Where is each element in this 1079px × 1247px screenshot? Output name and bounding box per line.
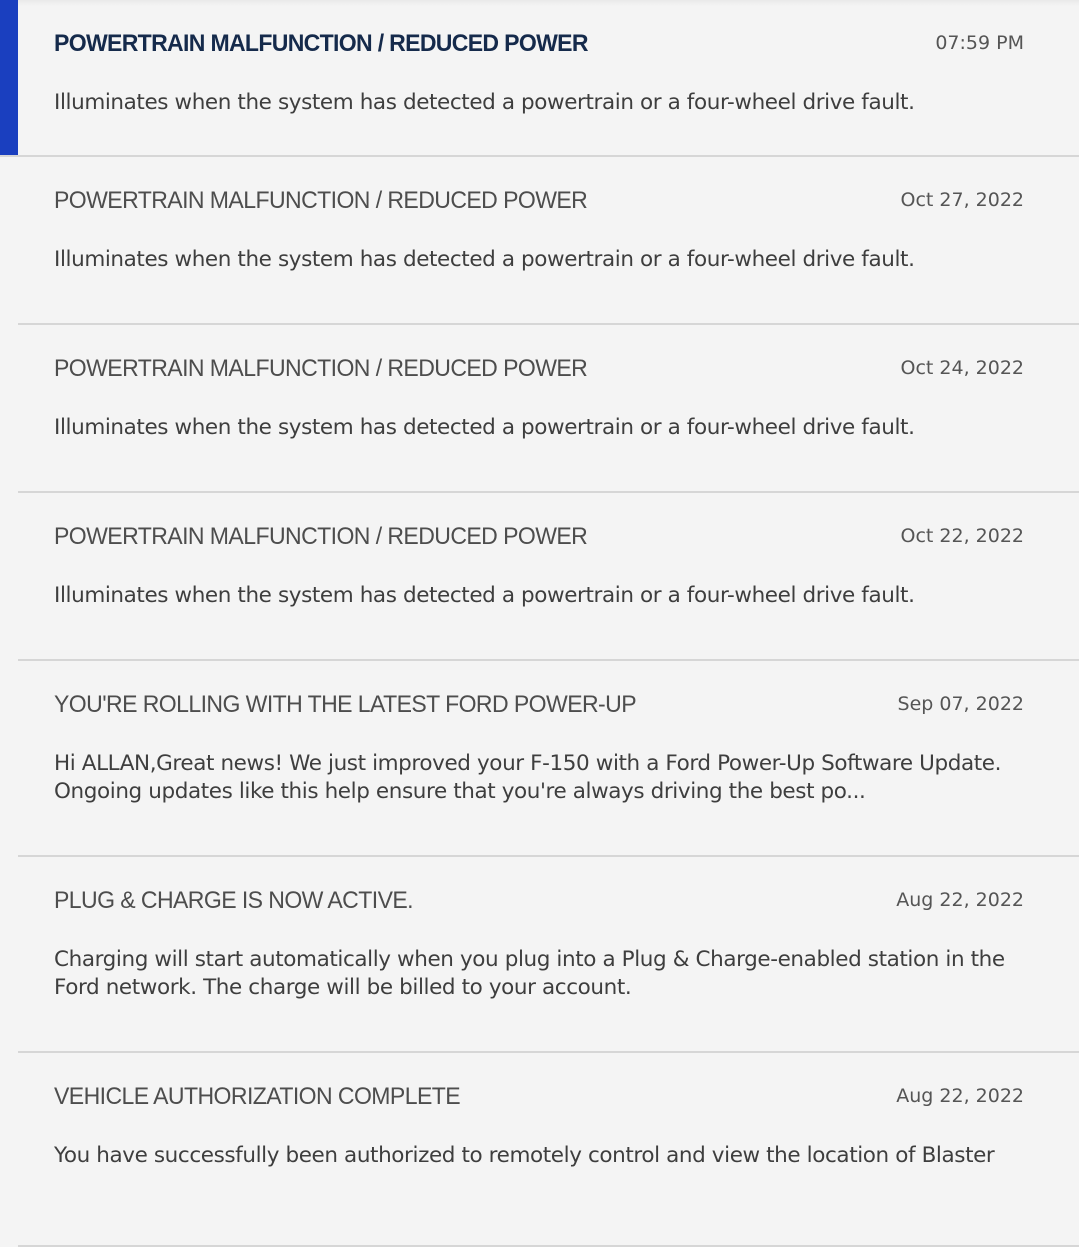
notification-time: Oct 24, 2022 xyxy=(900,357,1024,379)
notification-item[interactable] xyxy=(0,493,1079,661)
notification-time: Oct 22, 2022 xyxy=(900,525,1024,547)
notification-body: Hi ALLAN,Great news! We just improved your F-150 with a Ford Power-Up Software Update. Ongoing updates like this help ensure that you're always driving the best po... xyxy=(54,751,1002,804)
notification-time: 07:59 PM xyxy=(935,32,1024,54)
notification-item[interactable] xyxy=(0,157,1079,325)
notification-time: Sep 07, 2022 xyxy=(897,693,1024,715)
notification-body: Charging will start automatically when you plug into a Plug & Charge-enabled station in the Ford network. The charge will be billed to your account. xyxy=(54,947,1005,1000)
notification-time: Aug 22, 2022 xyxy=(896,1085,1024,1107)
notification-body: Illuminates when the system has detected a powertrain or a four-wheel drive fault. xyxy=(54,90,915,115)
notification-title: POWERTRAIN MALFUNCTION / REDUCED POWER xyxy=(54,355,588,382)
notification-title: POWERTRAIN MALFUNCTION / REDUCED POWER xyxy=(54,523,588,550)
notification-body: Illuminates when the system has detected a powertrain or a four-wheel drive fault. xyxy=(54,583,915,608)
notification-body: Illuminates when the system has detected a powertrain or a four-wheel drive fault. xyxy=(54,415,915,440)
notification-time: Oct 27, 2022 xyxy=(900,189,1024,211)
notification-body: Illuminates when the system has detected a powertrain or a four-wheel drive fault. xyxy=(54,247,915,272)
notification-time: Aug 22, 2022 xyxy=(896,889,1024,911)
notification-title: VEHICLE AUTHORIZATION COMPLETE xyxy=(54,1083,461,1110)
notification-item[interactable] xyxy=(0,1053,1079,1247)
notification-title: PLUG & CHARGE IS NOW ACTIVE. xyxy=(54,887,413,914)
notification-item[interactable] xyxy=(0,0,1079,157)
notification-item[interactable] xyxy=(0,857,1079,1053)
notification-title: POWERTRAIN MALFUNCTION / REDUCED POWER xyxy=(54,187,588,214)
notification-body: You have successfully been authorized to remotely control and view the location of Blaster xyxy=(54,1143,995,1168)
notification-item[interactable] xyxy=(0,661,1079,857)
notification-item[interactable] xyxy=(0,325,1079,493)
unread-indicator xyxy=(0,0,18,157)
notification-title: POWERTRAIN MALFUNCTION / REDUCED POWER xyxy=(54,30,588,57)
notification-title: YOU'RE ROLLING WITH THE LATEST FORD POWER-UP xyxy=(54,691,636,718)
